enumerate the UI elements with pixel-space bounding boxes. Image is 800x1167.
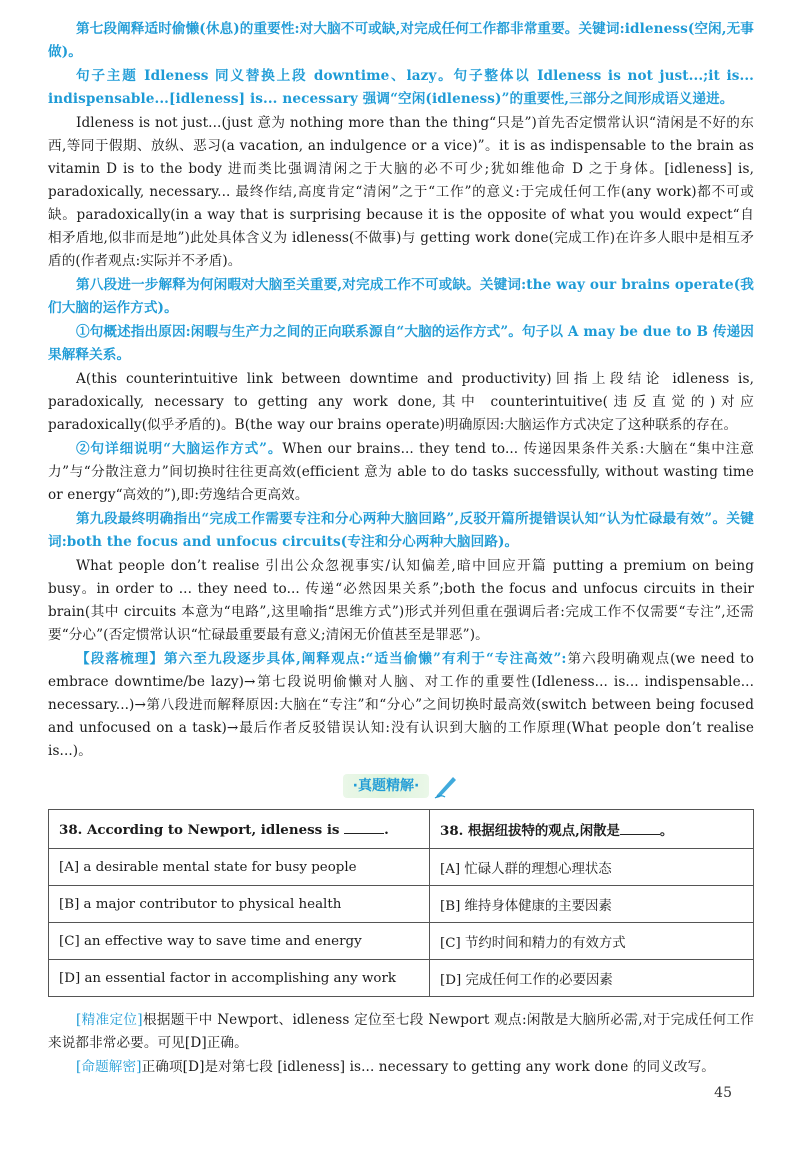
option-d-zh: [D] 完成任何工作的必要因素: [430, 960, 754, 997]
answer-blank-zh: [620, 822, 660, 835]
pen-icon: [433, 773, 459, 799]
precise-location-text: 根据题干中 Newport、idleness 定位至七段 Newport 观点:闲散是大脑所必需,对于完成任何工作来说都非常必要。可见[D]正确。: [48, 1012, 754, 1051]
para-9-summary: 第九段最终明确指出“完成工作需要专注和分心两种大脑回路”,反驳开篇所提错误认知“认为忙碌最有效”。关键词:both the focus and unfocus circuits(专注和分心两种大脑回路)。: [48, 511, 754, 550]
option-c-en: [C] an effective way to save time and energy: [49, 923, 430, 960]
question-stem-en: 38. According to Newport, idleness is .: [49, 810, 430, 849]
content: [48, 18, 754, 1079]
para-7-summary: 第七段阐释适时偷懒(休息)的重要性:对大脑不可或缺,对完成任何工作都非常重要。关键词:idleness(空闲,无事做)。: [48, 21, 754, 60]
option-a-zh: [A] 忙碌人群的理想心理状态: [430, 849, 754, 886]
question-stem-row: [49, 810, 754, 849]
precise-location: [48, 1009, 754, 1055]
counterintuitive-analysis: A(this counterintuitive link between downtime and productivity)回指上段结论 idleness is, paradoxically, necessary to getting any work done,其中 counterintuitive(违反直觉的)对应 paradoxically(似乎矛盾的)。B(the way our brains operate)明确原因:大脑运作方式决定了这种联系的存在。: [48, 371, 754, 433]
option-a-en: [A] a desirable mental state for busy people: [49, 849, 430, 886]
sentence-2-analysis: [48, 438, 754, 507]
sentence-topic-note: 句子主题 Idleness 同义替换上段 downtime、lazy。句子整体以 Idleness is not just...;it is... indispensable...[idleness] is... necessary 强调“空闲(idleness)”的重要性,三部分之间形成语义递进。: [48, 68, 754, 107]
question-decode-label: [命题解密]: [76, 1059, 142, 1075]
review-rest: 第六段明确观点(we need to embrace downtime/be lazy)→第七段说明偷懒对人脑、对工作的重要性(Idleness... is... indispensable... necessary...)→第八段进而解释原因:大脑在“专注”和“分心”之间切换时最高效(switch between being focused and unfocused on a task)→最后作者反驳错误认知:没有认识到大脑的工作原理(What people don’t realise is...)。: [48, 651, 755, 759]
sentence-2-rest: When our brains... they tend to... 传递因果条件关系:大脑在“集中注意力”与“分散注意力”间切换时往往更高效(efficient 意为 able to do tasks successfully, without wasting time or energy“高效的”),即:劳逸结合更高效。: [48, 441, 754, 503]
option-row-a: [49, 849, 754, 886]
question-decode-text: 正确项[D]是对第七段 [idleness] is... necessary to getting any work done 的同义改写。: [141, 1059, 715, 1075]
option-row-c: [49, 923, 754, 960]
question-table: [48, 809, 754, 997]
sentence-1-summary: ①句概述指出原因:闲暇与生产力之间的正向联系源自“大脑的运作方式”。句子以 A may be due to B 传递因果解释关系。: [48, 324, 754, 363]
precise-location-label: [精准定位]: [76, 1012, 143, 1028]
sentence-2-lead: ②句详细说明“大脑运作方式”。: [76, 441, 283, 457]
section-banner: [48, 773, 754, 799]
question-decode: [48, 1056, 754, 1079]
idleness-analysis: Idleness is not just...(just 意为 nothing more than the thing“只是”)首先否定惯常认识“清闲是不好的东西,等同于假期、放纵、恶习(a vacation, an indulgence or a vice)”。it is as indispensable to the brain as vitamin D is to the body 进而类比强调清闲之于大脑的必不可少;犹如维他命 D 之于身体。[idleness] is, paradoxically, necessary... 最终作结,高度肯定“清闲”之于“工作”的意义:于完成任何工作(any work)都不可或缺。paradoxically(in a way that is surprising because it is the opposite of what you would expect“自相矛盾地,似非而是地”)此处具体含义为 idleness(不做事)与 getting work done(完成工作)在许多人眼中是相互矛盾的(作者观点:实际并不矛盾)。: [48, 115, 754, 269]
para-8-summary: 第八段进一步解释为何闲暇对大脑至关重要,对完成工作不可或缺。关键词:the way our brains operate(我们大脑的运作方式)。: [48, 277, 754, 316]
answer-blank: [344, 821, 384, 834]
option-b-en: [B] a major contributor to physical health: [49, 886, 430, 923]
paragraph-review: [48, 648, 754, 763]
realise-analysis: What people don’t realise 引出公众忽视事实/认知偏差,暗中回应开篇 putting a premium on being busy。in order to ... they need to... 传递“必然因果关系”;both the focus and unfocus circuits in their brain(其中 circuits 本意为“电路”,这里喻指“思维方式”)形式并列但重在强调后者:完成工作不仅需要“专注”,还需要“分心”(否定惯常认识“忙碌最重要最有意义;清闲无价值甚至是罪恶”)。: [48, 558, 754, 643]
option-row-d: [49, 960, 754, 997]
option-row-b: [49, 886, 754, 923]
option-b-zh: [B] 维持身体健康的主要因素: [430, 886, 754, 923]
banner-title: ·真题精解·: [343, 774, 430, 798]
page-number: 45: [714, 1085, 732, 1101]
option-d-en: [D] an essential factor in accomplishing any work: [49, 960, 430, 997]
review-lead: 【段落梳理】第六至九段逐步具体,阐释观点:“适当偷懒”有利于“专注高效”:: [76, 651, 567, 667]
question-stem-zh: 38. 根据纽拔特的观点,闲散是 。: [430, 810, 754, 849]
option-c-zh: [C] 节约时间和精力的有效方式: [430, 923, 754, 960]
